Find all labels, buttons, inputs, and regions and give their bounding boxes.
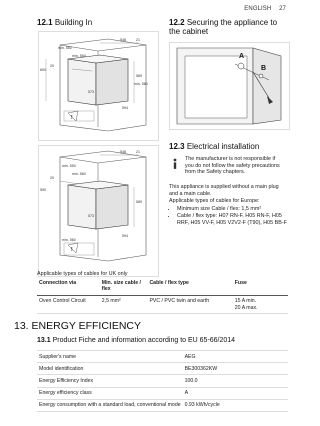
table-cell: 100.0: [183, 375, 288, 387]
uk-table-wrap: [37, 279, 288, 314]
dim-label: 589: [136, 74, 142, 78]
section-number: 12.1: [37, 18, 53, 27]
section-number: 13.: [14, 320, 29, 332]
table-row: [37, 363, 288, 375]
section-13-1-title: [37, 337, 292, 344]
building-in-diagram-1: [38, 31, 159, 141]
securing-diagram: [169, 42, 290, 130]
table-cell: Energy Efficiency Index: [37, 375, 183, 387]
section-number: 12.3: [169, 142, 185, 151]
table-cell: A: [183, 387, 288, 399]
dim-label: 21: [136, 38, 140, 42]
table-header-row: [37, 279, 288, 295]
section-heading: Securing the appliance to the cabinet: [169, 18, 278, 36]
table-cell: Supplier's name: [37, 351, 183, 363]
page-number: 27: [279, 6, 286, 12]
building-in-diagram-2: [38, 145, 159, 277]
table-row: [37, 387, 288, 399]
section-12-2-title: [169, 18, 289, 36]
table-row: [37, 295, 288, 313]
table-cell: BE300362KW: [183, 363, 288, 375]
dim-label: 573: [88, 214, 94, 218]
dim-label: 573: [88, 90, 94, 94]
list-item: • Cable / flex type: H07 RN-F, H05 RN-F, H05 RRF, H05 VV-F, H05 V2V2-F (T90), H05 BB-F: [177, 213, 289, 226]
column-header: Fuse: [233, 279, 288, 295]
dim-label: min. 560: [72, 54, 86, 58]
dim-label: min. 560: [72, 172, 86, 176]
info-icon: [171, 158, 179, 170]
section-heading: Building In: [54, 18, 93, 27]
table-cell: 0.93 kWh/cycle: [183, 399, 288, 411]
table-cell: Energy consumption with a standard load, conventional mode: [37, 399, 183, 411]
table-cell: 2,5 mm²: [100, 295, 148, 313]
label-a: A: [239, 53, 245, 60]
dim-label: 20: [50, 176, 54, 180]
dim-label: min. 560: [134, 82, 148, 86]
section-12-3-title: [169, 142, 289, 151]
label-b: B: [261, 65, 267, 72]
table-cell: 15 A min. 20 A max.: [233, 295, 288, 313]
section-12-1-title: [37, 18, 147, 27]
section-13-title: [14, 320, 141, 332]
dim-label: 589: [136, 200, 142, 204]
dim-label: min. 550: [62, 164, 76, 168]
table-cell: Model identification: [37, 363, 183, 375]
table-cell: Energy efficiency class: [37, 387, 183, 399]
dim-label: 548: [120, 38, 126, 42]
page-header: [238, 6, 286, 12]
uk-caption: Applicable types of cables for UK only: [37, 271, 128, 277]
column-header: Connection via: [37, 279, 100, 295]
table-cell: PVC / PVC twin and earth: [147, 295, 232, 313]
header-section: ENGLISH: [244, 6, 272, 12]
section-heading: Electrical installation: [186, 142, 260, 151]
warning-text: The manufacturer is not responsible if you do not follow the safety precautions from the Safety chapters.: [185, 156, 280, 176]
svg-text:!: !: [71, 247, 73, 253]
dim-label: 594: [122, 234, 128, 238]
supply-paragraph: This appliance is supplied without a main plug and a main cable.: [169, 184, 279, 197]
cable-types-heading: Applicable types of cables for Europe:: [169, 198, 260, 204]
cable-list: [169, 206, 289, 227]
table-row: [37, 399, 288, 411]
dim-label: 600: [40, 68, 46, 72]
section-number: 13.1: [37, 337, 51, 344]
uk-cable-table: [37, 279, 288, 314]
table-row: [37, 351, 288, 363]
section-heading: ENERGY EFFICIENCY: [31, 320, 142, 332]
section-heading: Product Fiche and information according to EU 65-66/2014: [52, 337, 236, 344]
column-header: Cable / flex type: [147, 279, 232, 295]
dim-label: 21: [136, 150, 140, 154]
dim-label: min. 550: [58, 46, 72, 50]
table-cell: AEG: [183, 351, 288, 363]
dim-label: 594: [122, 106, 128, 110]
product-fiche-table: [37, 350, 288, 412]
column-header: Min. size cable / flex: [100, 279, 148, 295]
dim-label: 590: [40, 188, 46, 192]
dim-label: 548: [120, 150, 126, 154]
dim-label: 20: [50, 64, 54, 68]
list-item: • Minimum size Cable / flex: 1,5 mm²: [177, 206, 289, 213]
dim-label: min. 560: [62, 238, 76, 242]
fiche-table-wrap: [37, 350, 288, 412]
table-cell: Oven Control Circuit: [37, 295, 100, 313]
section-number: 12.2: [169, 18, 185, 27]
table-row: [37, 375, 288, 387]
svg-text:!: !: [71, 115, 73, 121]
